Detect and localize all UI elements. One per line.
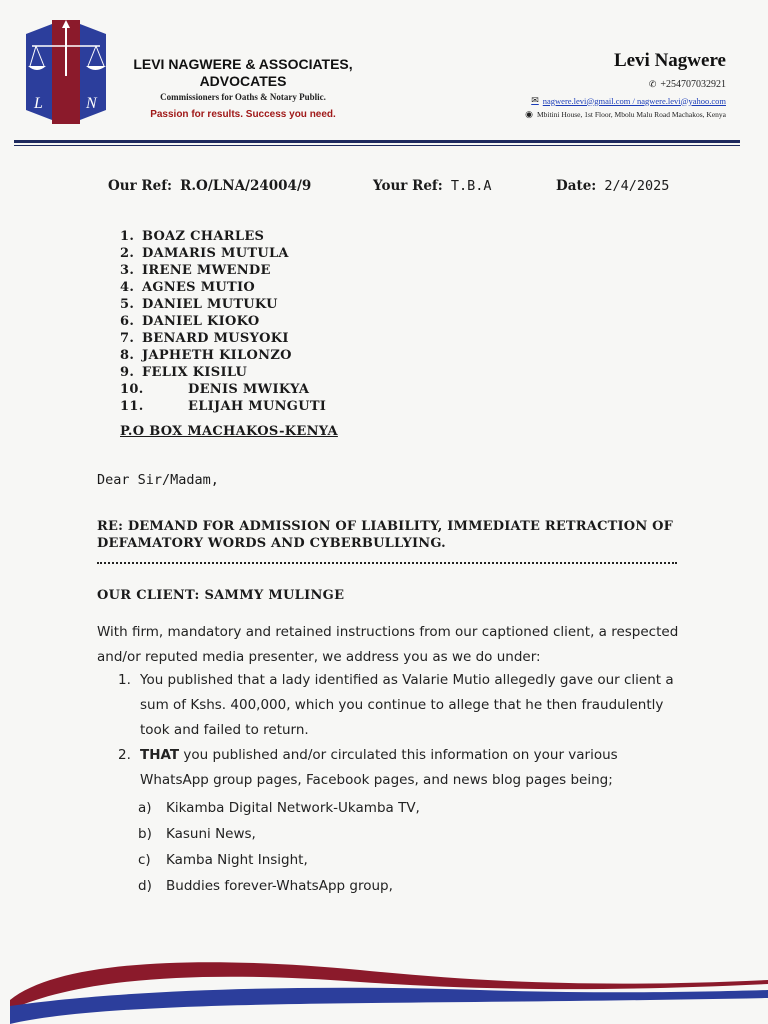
salutation: Dear Sir/Madam, [97, 472, 219, 488]
list-item: 1. BOAZ CHARLES [120, 229, 265, 244]
logo-letter-n: N [86, 95, 97, 112]
intro-paragraph: With firm, mandatory and retained instructions from our captioned client, a respected and/or reputed media presenter, we address you as we do under: [97, 624, 679, 665]
firm-name-line2: ADVOCATES [199, 73, 287, 89]
list-item: a) Kikamba Digital Network-Ukamba TV, [138, 800, 420, 816]
list-item: 6. DANIEL KIOKO [120, 314, 260, 329]
point-number: 1. [118, 672, 131, 688]
recipient-address: P.O BOX MACHAKOS-KENYA [120, 424, 338, 439]
list-item: 7. BENARD MUSYOKI [120, 331, 289, 346]
firm-tagline: Passion for results. Success you need. [150, 109, 336, 120]
letter-date [556, 178, 669, 194]
point-text: You published that a lady identified as Valarie Mutio allegedly gave our client a sum of Kshs. 400,000, which you continue to allege that he then fraudulently took and failed to return. [140, 672, 674, 738]
address-line [525, 109, 726, 120]
location-pin-icon: ◉ [525, 109, 533, 119]
list-item: 11. ELIJAH MUNGUTI [120, 399, 327, 414]
list-item: c) Kamba Night Insight, [138, 852, 308, 868]
our-reference [108, 178, 311, 194]
email-line[interactable] [531, 95, 726, 106]
mail-icon: ✉ [531, 95, 539, 105]
date-value: 2/4/2025 [604, 178, 670, 194]
our-ref-value: R.O/LNA/24004/9 [180, 178, 312, 194]
advocate-name: Levi Nagwere [613, 50, 726, 71]
firm-name-line1: LEVI NAGWERE & ASSOCIATES, [133, 56, 353, 72]
phone-number: +254707032921 [660, 79, 726, 90]
header-divider-thick [14, 140, 740, 143]
firm-subtitle: Commissioners for Oaths & Notary Public. [160, 92, 326, 102]
your-reference [373, 178, 491, 194]
logo-letter-l: L [34, 95, 43, 112]
list-item: d) Buddies forever-WhatsApp group, [138, 878, 393, 894]
list-item: 4. AGNES MUTIO [120, 280, 256, 295]
phone-line [649, 79, 726, 90]
list-item: 3. IRENE MWENDE [120, 263, 271, 278]
list-item: 8. JAPHETH KILONZO [120, 348, 292, 363]
firm-logo [22, 16, 110, 128]
subject-line: RE: DEMAND FOR ADMISSION OF LIABILITY, IMMEDIATE RETRACTION OF DEFAMATORY WORDS AND CYBERBULLYING. [97, 519, 674, 551]
client-line: OUR CLIENT: SAMMY MULINGE [97, 588, 345, 603]
firm-name [118, 56, 368, 90]
office-address: Mbitini House, 1st Floor, Mbolu Malu Road Machakos, Kenya [536, 110, 726, 119]
point-text: THAT you published and/or circulated this information on your various WhatsApp group pages, Facebook pages, and news blog pages being; [140, 747, 618, 788]
point-lead: THAT [140, 747, 180, 763]
dotted-divider [97, 556, 677, 564]
list-item: 2. DAMARIS MUTULA [120, 246, 289, 261]
your-ref-label: Your Ref: [373, 178, 443, 194]
your-ref-value: T.B.A [450, 178, 492, 194]
list-item: 5. DANIEL MUTUKU [120, 297, 278, 312]
point-number: 2. [118, 747, 131, 763]
header-divider-thin [14, 145, 740, 146]
footer-wave [0, 940, 768, 1024]
list-item: 10. DENIS MWIKYA [120, 382, 310, 397]
whatsapp-icon: ✆ [648, 79, 657, 89]
date-label: Date: [556, 178, 597, 194]
list-item: b) Kasuni News, [138, 826, 256, 842]
our-ref-label: Our Ref: [108, 178, 172, 194]
recipient-list [120, 228, 326, 415]
list-item: 9. FELIX KISILU [120, 365, 248, 380]
email-address[interactable]: nagwere.levi@gmail.com / nagwere.levi@yahoo.com [542, 95, 726, 106]
